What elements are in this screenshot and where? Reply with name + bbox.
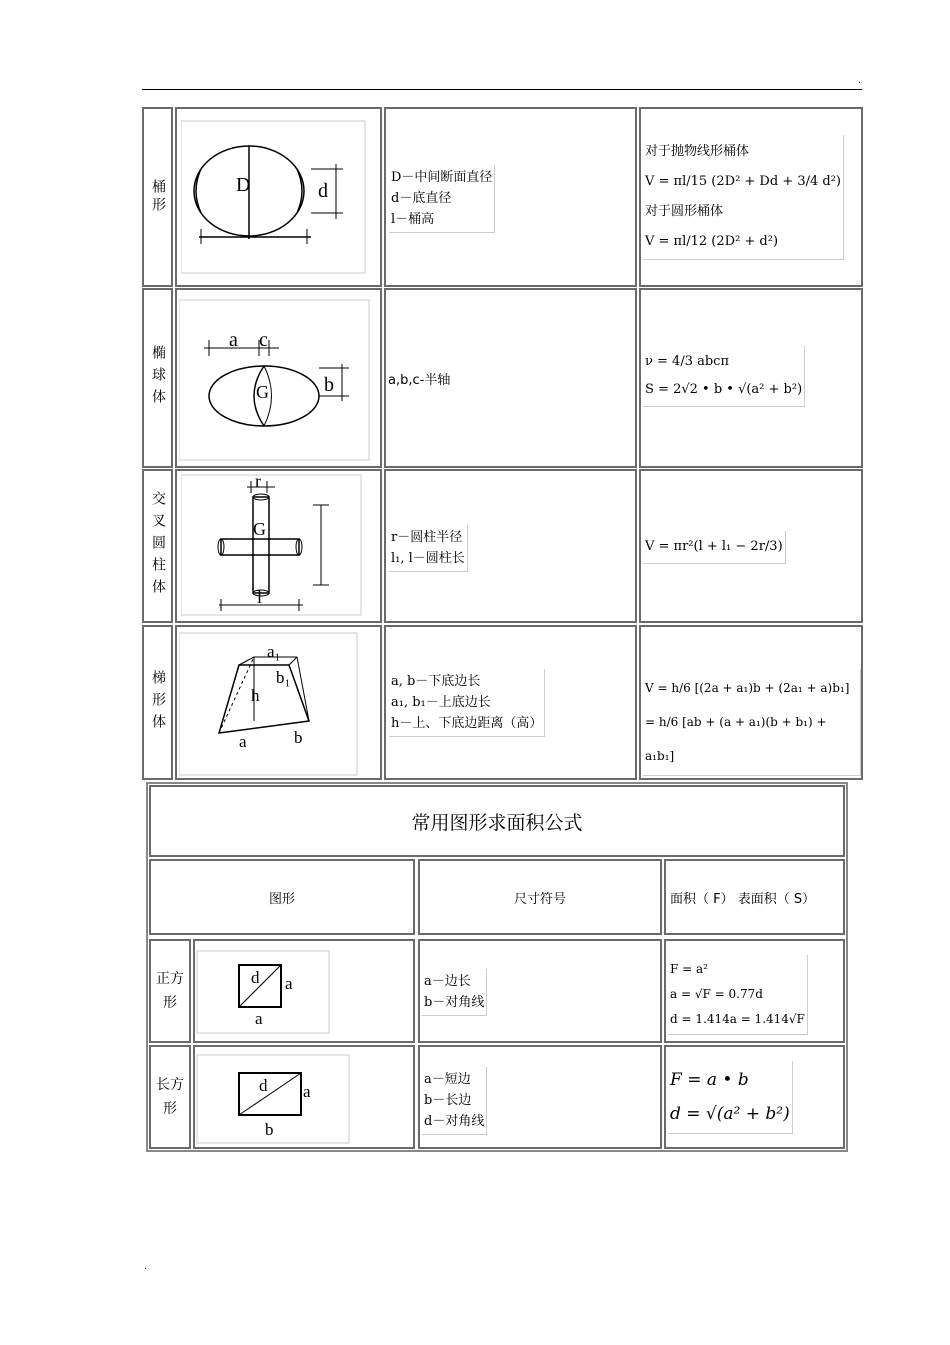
header-dot: . (858, 75, 862, 86)
rectangle-formula (668, 1061, 793, 1134)
ellipsoid-diagram (179, 296, 374, 466)
barrel-dims-cell (384, 107, 637, 287)
row-label-cross-cylinder (142, 469, 173, 623)
dim-line: b－对角线 (424, 995, 485, 1010)
label-text: 桶形 (150, 179, 166, 215)
formula-line: = h/6 [ab + (a + a₁)(b + b₁) + a₁b₁] (645, 715, 827, 763)
label-text: 交叉圆柱体 (150, 491, 166, 601)
trapezoid-label-h: h (251, 686, 260, 705)
barrel-diagram-cell (175, 107, 382, 287)
cross-label-r: r (255, 473, 261, 491)
dim-line: a－短边 (424, 1072, 471, 1087)
row-label-trapezoid-body (142, 625, 173, 780)
ellipsoid-dims-cell (384, 288, 637, 468)
cross-label-g: G (253, 519, 266, 539)
barrel-label-small: d (318, 180, 328, 202)
label-text: 长方形 (156, 1077, 184, 1117)
formula-line: a = √F = 0.77d (670, 987, 763, 1001)
cross-cylinder-dims (389, 525, 468, 572)
rectangle-diagram-cell (193, 1045, 415, 1149)
footer-dot: . (144, 1261, 148, 1272)
square-dims (422, 969, 487, 1016)
square-diagram (195, 949, 335, 1039)
header-area: 面积（ F） 表面积（ S） (664, 859, 845, 935)
trapezoid-dims-cell (384, 625, 637, 780)
formula-line: d = 1.414a = 1.414√F (670, 1012, 805, 1026)
trapezoid-label-a1: a₁ (267, 642, 281, 661)
trapezoid-dims (389, 669, 545, 737)
trapezoid-diagram-cell (175, 625, 382, 780)
formula-line: S = 2√2 • b • √(a² + b²) (645, 382, 803, 397)
ellipsoid-formula (643, 346, 805, 407)
cross-cylinder-dims-cell (384, 469, 637, 623)
formula-line: ν = 4/3 abcπ (645, 354, 730, 369)
formula-line: F = a • b (670, 1070, 749, 1090)
dim-line: d－底直径 (391, 191, 452, 206)
trapezoid-label-b1: b₁ (276, 668, 291, 687)
square-dims-cell (418, 939, 662, 1043)
cross-cylinder-formula-cell (639, 469, 863, 623)
label-text: 椭球体 (150, 345, 166, 411)
formula-line: 对于圆形桶体 (645, 204, 724, 219)
square-formula (668, 955, 808, 1035)
header-figure: 图形 (149, 859, 415, 935)
label-text: 正方形 (156, 971, 184, 1011)
trapezoid-label-a: a (239, 732, 247, 751)
formula-line: V = πl/12 (2D² + d²) (645, 234, 779, 249)
trapezoid-label-b: b (294, 728, 303, 747)
rectangle-diagram (195, 1053, 355, 1148)
ellipsoid-label-c: c (259, 329, 268, 351)
trapezoid-formula (643, 669, 861, 776)
formula-line: d = √(a² + b²) (670, 1104, 790, 1124)
dim-line: b－长边 (424, 1093, 472, 1108)
row-label-rectangle (149, 1045, 191, 1149)
ellipsoid-label-a: a (229, 329, 238, 351)
barrel-dims (389, 165, 495, 233)
rectangle-label-a: a (303, 1082, 311, 1101)
rectangle-formula-cell (664, 1045, 845, 1149)
label-text: 梯形体 (150, 669, 166, 736)
square-label-a-bottom: a (255, 1009, 263, 1028)
dim-line: D－中间断面直径 (391, 170, 493, 185)
barrel-diagram (181, 119, 371, 279)
formula-line: V = πl/15 (2D² + Dd + 3/4 d²) (645, 174, 841, 189)
rectangle-dims (422, 1067, 487, 1135)
ellipsoid-formula-cell (639, 288, 863, 468)
dim-line: a₁, b₁－上底边长 (391, 695, 491, 710)
dim-line: l－桶高 (391, 212, 435, 227)
row-label-barrel (142, 107, 173, 287)
dim-line: l₁, l－圆柱长 (391, 551, 465, 566)
rectangle-dims-cell (418, 1045, 662, 1149)
formula-line: 对于抛物线形桶体 (645, 144, 750, 159)
ellipsoid-diagram-cell (175, 288, 382, 468)
barrel-formula-cell (639, 107, 863, 287)
dim-line: r－圆柱半径 (391, 530, 463, 545)
trapezoid-diagram (179, 629, 369, 779)
rectangle-label-b: b (265, 1120, 274, 1139)
barrel-formula (643, 135, 844, 260)
square-label-d: d (251, 968, 260, 987)
row-label-square (149, 939, 191, 1043)
trapezoid-formula-cell (639, 625, 863, 780)
square-formula-cell (664, 939, 845, 1043)
square-label-a-side: a (285, 974, 293, 993)
ellipsoid-label-g: G (256, 382, 269, 402)
header-dims: 尺寸符号 (418, 859, 662, 935)
row-label-ellipsoid (142, 288, 173, 468)
formula-line: F = a² (670, 962, 708, 976)
formula-line: V = h/6 [(2a + a₁)b + (2a₁ + a)b₁] (645, 681, 850, 695)
area-table-title: 常用图形求面积公式 (149, 785, 845, 857)
cross-label-l: l (257, 587, 263, 607)
dim-line: a－边长 (424, 974, 471, 989)
cross-cylinder-diagram (181, 473, 371, 618)
cross-cylinder-formula (643, 531, 786, 564)
ellipsoid-label-b: b (324, 374, 334, 396)
square-diagram-cell (193, 939, 415, 1043)
dim-line: a, b－下底边长 (391, 674, 481, 689)
rectangle-label-d: d (259, 1076, 268, 1095)
formula-line: V = πr²(l + l₁ − 2r/3) (645, 539, 783, 554)
barrel-label-big: D (236, 174, 251, 196)
ellipsoid-dims: a,b,c-半轴 (388, 373, 451, 388)
dim-line: d－对角线 (424, 1114, 485, 1129)
dim-line: h－上、下底边距离（高） (391, 716, 543, 731)
header-rule (142, 89, 862, 90)
cross-cylinder-diagram-cell (175, 469, 382, 623)
